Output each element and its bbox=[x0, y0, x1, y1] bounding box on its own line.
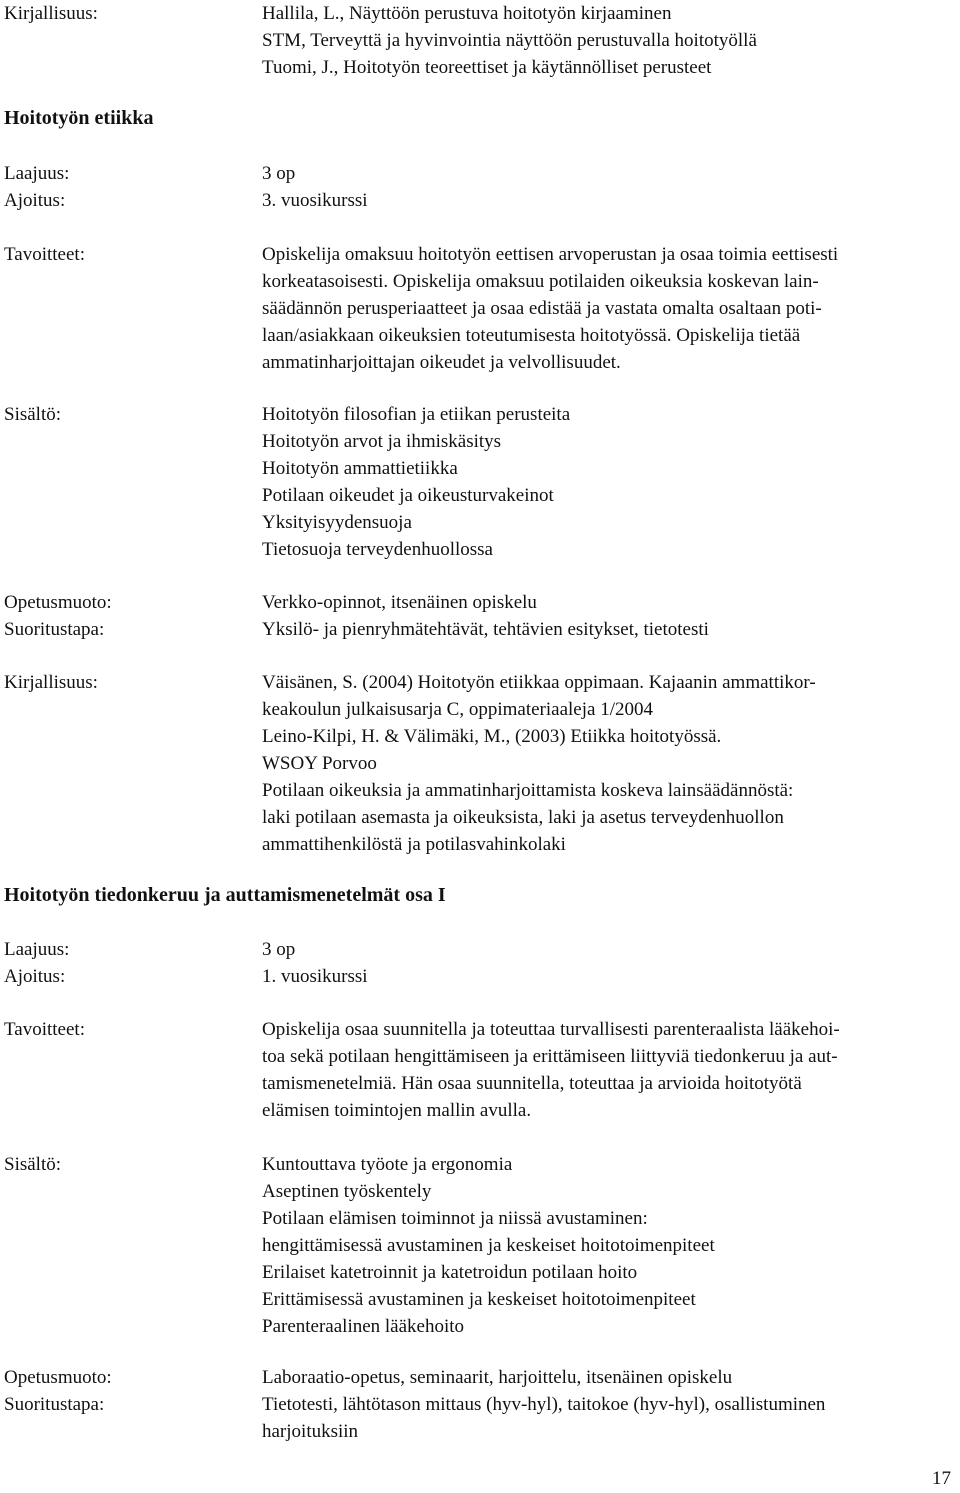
sisalto-line: Kuntouttava työote ja ergonomia bbox=[262, 1154, 513, 1175]
tavoitteet-line: elämisen toimintojen mallin avulla. bbox=[262, 1100, 532, 1121]
kirjallisuus-line: laki potilaan asemasta ja oikeuksista, laki ja asetus terveydenhuollon bbox=[262, 807, 784, 828]
sisalto-line: Parenteraalinen lääkehoito bbox=[262, 1316, 465, 1337]
sisalto-line: hengittämisessä avustaminen ja keskeiset hoitotoimenpiteet bbox=[262, 1235, 715, 1256]
course2-title: Hoitotyön tiedonkeruu ja auttamismenetelmät osa I bbox=[4, 884, 446, 906]
sisalto-line: Erittämisessä avustaminen ja keskeiset hoitotoimenpiteet bbox=[262, 1289, 696, 1310]
sisalto-line: Potilaan oikeudet ja oikeusturvakeinot bbox=[262, 485, 554, 506]
course1-suoritustapa-value: Yksilö- ja pienryhmätehtävät, tehtävien esitykset, tietotesti bbox=[262, 619, 709, 640]
course1-laajuus-label: Laajuus: bbox=[4, 163, 70, 184]
course2-opetusmuoto-value: Laboraatio-opetus, seminaarit, harjoittelu, itsenäinen opiskelu bbox=[262, 1367, 733, 1388]
kirjallisuus-line: keakoulun julkaisusarja C, oppimateriaaleja 1/2004 bbox=[262, 699, 653, 720]
course1-suoritustapa-label: Suoritustapa: bbox=[4, 619, 105, 640]
tavoitteet-line: toa sekä potilaan hengittämiseen ja erittämiseen liittyviä tiedonkeruu ja aut- bbox=[262, 1046, 838, 1067]
course1-title: Hoitotyön etiikka bbox=[4, 107, 154, 129]
kirjallisuus-line: Leino-Kilpi, H. & Välimäki, M., (2003) Etiikka hoitotyössä. bbox=[262, 726, 722, 747]
course2-tavoitteet-label: Tavoitteet: bbox=[4, 1019, 85, 1040]
tavoitteet-line: tamismenetelmiä. Hän osaa suunnitella, toteuttaa ja arvioida hoitotyötä bbox=[262, 1073, 802, 1094]
tavoitteet-line: säädännön perusperiaatteet ja osaa edistää ja vastata omalta osaltaan poti- bbox=[262, 298, 822, 319]
literature-line: Hallila, L., Näyttöön perustuva hoitotyön kirjaaminen bbox=[262, 3, 672, 24]
sisalto-line: Potilaan elämisen toiminnot ja niissä avustaminen: bbox=[262, 1208, 648, 1229]
literature-line: STM, Terveyttä ja hyvinvointia näyttöön perustuvalla hoitotyöllä bbox=[262, 30, 757, 51]
sisalto-line: Yksityisyydensuoja bbox=[262, 512, 412, 533]
course2-suoritustapa-value bbox=[262, 1391, 956, 1445]
course2-sisalto-value bbox=[262, 1151, 956, 1340]
kirjallisuus-line: WSOY Porvoo bbox=[262, 753, 377, 774]
sisalto-line: Aseptinen työskentely bbox=[262, 1181, 432, 1202]
course2-tavoitteet-value bbox=[262, 1016, 956, 1124]
tavoitteet-line: ammatinharjoittajan oikeudet ja velvollisuudet. bbox=[262, 352, 621, 373]
course2-sisalto-label: Sisältö: bbox=[4, 1154, 62, 1175]
sisalto-line: Hoitotyön filosofian ja etiikan perusteita bbox=[262, 404, 571, 425]
page-number: 17 bbox=[932, 1468, 951, 1489]
course1-tavoitteet-label: Tavoitteet: bbox=[4, 244, 85, 265]
course1-sisalto-label: Sisältö: bbox=[4, 404, 62, 425]
course1-laajuus-value: 3 op bbox=[262, 163, 296, 184]
sisalto-line: Tietosuoja terveydenhuollossa bbox=[262, 539, 493, 560]
course2-suoritustapa-label: Suoritustapa: bbox=[4, 1394, 105, 1415]
course2-laajuus-value: 3 op bbox=[262, 939, 296, 960]
course2-laajuus-label: Laajuus: bbox=[4, 939, 70, 960]
course2-opetusmuoto-label: Opetusmuoto: bbox=[4, 1367, 112, 1388]
suoritustapa-line: harjoituksiin bbox=[262, 1421, 359, 1442]
suoritustapa-line: Tietotesti, lähtötason mittaus (hyv-hyl), taitokoe (hyv-hyl), osallistuminen bbox=[262, 1394, 826, 1415]
course1-kirjallisuus-value bbox=[262, 669, 956, 858]
kirjallisuus-line: Potilaan oikeuksia ja ammatinharjoittamista koskeva lainsäädännöstä: bbox=[262, 780, 794, 801]
course1-ajoitus-label: Ajoitus: bbox=[4, 190, 66, 211]
tavoitteet-line: korkeatasoisesti. Opiskelija omaksuu potilaiden oikeuksia koskevan lain- bbox=[262, 271, 819, 292]
top-kirjallisuus-label: Kirjallisuus: bbox=[4, 3, 98, 24]
course1-ajoitus-value: 3. vuosikurssi bbox=[262, 190, 368, 211]
course1-opetusmuoto-label: Opetusmuoto: bbox=[4, 592, 112, 613]
course2-ajoitus-label: Ajoitus: bbox=[4, 966, 66, 987]
course2-ajoitus-value: 1. vuosikurssi bbox=[262, 966, 368, 987]
tavoitteet-line: laan/asiakkaan oikeuksien toteutumisesta hoitotyössä. Opiskelija tietää bbox=[262, 325, 801, 346]
sisalto-line: Erilaiset katetroinnit ja katetroidun potilaan hoito bbox=[262, 1262, 638, 1283]
top-kirjallisuus-value bbox=[262, 0, 956, 81]
sisalto-line: Hoitotyön arvot ja ihmiskäsitys bbox=[262, 431, 502, 452]
course1-tavoitteet-value bbox=[262, 241, 956, 376]
tavoitteet-line: Opiskelija omaksuu hoitotyön eettisen arvoperustan ja osaa toimia eettisesti bbox=[262, 244, 839, 265]
course1-kirjallisuus-label: Kirjallisuus: bbox=[4, 672, 98, 693]
literature-line: Tuomi, J., Hoitotyön teoreettiset ja käytännölliset perusteet bbox=[262, 57, 712, 78]
kirjallisuus-line: ammattihenkilöstä ja potilasvahinkolaki bbox=[262, 834, 566, 855]
course1-opetusmuoto-value: Verkko-opinnot, itsenäinen opiskelu bbox=[262, 592, 537, 613]
kirjallisuus-line: Väisänen, S. (2004) Hoitotyön etiikkaa oppimaan. Kajaanin ammattikor- bbox=[262, 672, 816, 693]
course1-sisalto-value bbox=[262, 401, 956, 563]
sisalto-line: Hoitotyön ammattietiikka bbox=[262, 458, 458, 479]
tavoitteet-line: Opiskelija osaa suunnitella ja toteuttaa turvallisesti parenteraalista lääkehoi- bbox=[262, 1019, 840, 1040]
